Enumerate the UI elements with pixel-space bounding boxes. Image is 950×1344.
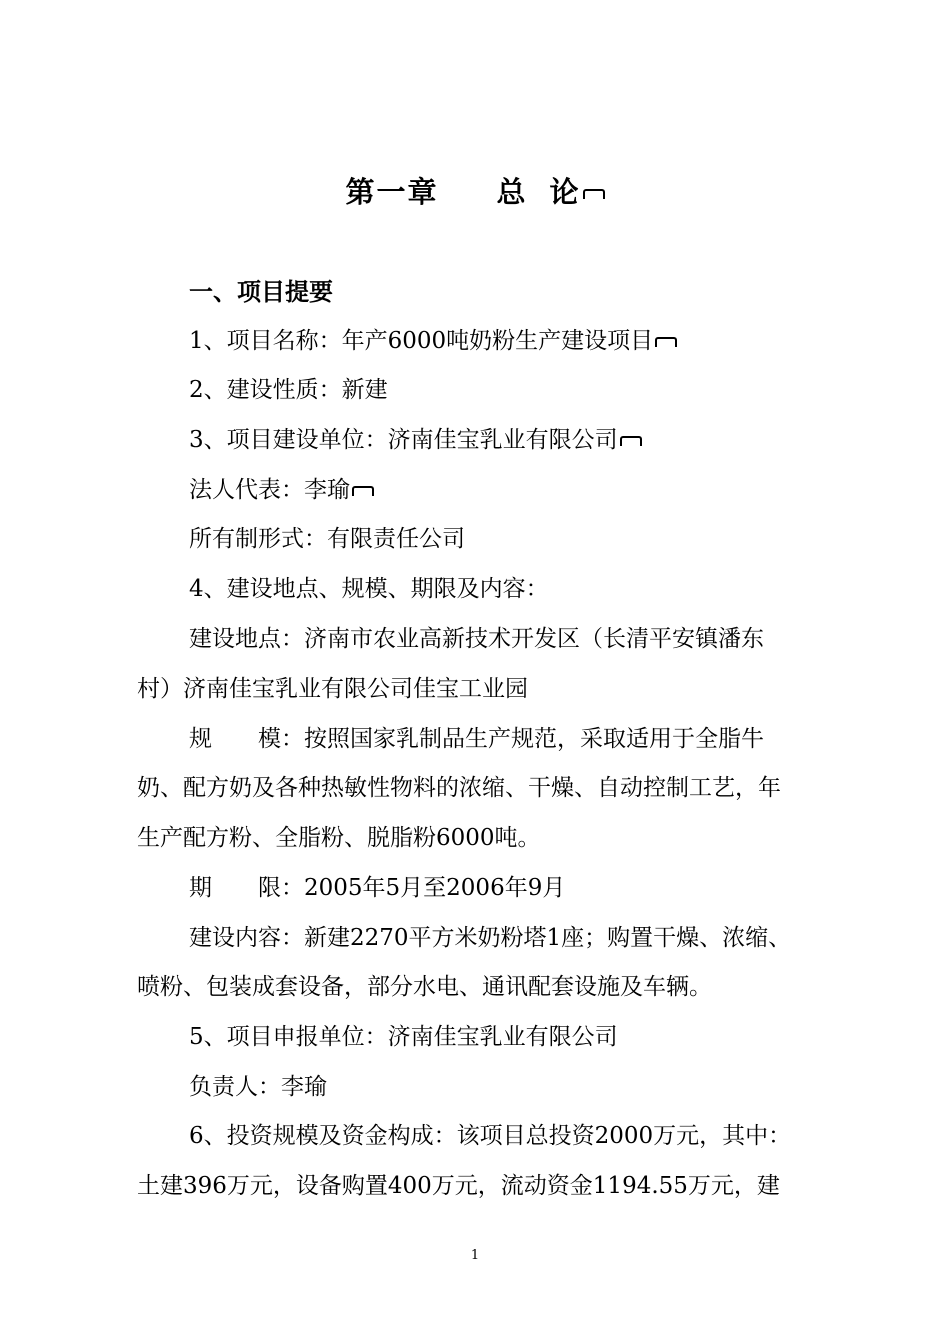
text-line: 喷粉、包装成套设备，部分水电、通讯配套设施及车辆。 bbox=[137, 974, 712, 1000]
text-line: 土建396万元，设备购置400万元，流动资金1194.55万元，建 bbox=[137, 1173, 780, 1199]
section-heading: 一、项目提要 bbox=[189, 278, 333, 306]
text-line: 2、建设性质：新建 bbox=[189, 377, 388, 403]
text-line: 5、项目申报单位：济南佳宝乳业有限公司 bbox=[189, 1024, 618, 1050]
text-line: 所有制形式：有限责任公司 bbox=[189, 526, 465, 552]
chapter-number: 第一章 bbox=[345, 175, 439, 209]
text-line: 建设内容：新建2270平方米奶粉塔1座；购置干燥、浓缩、 bbox=[189, 925, 792, 951]
text-line: 3、项目建设单位：济南佳宝乳业有限公司 bbox=[189, 423, 642, 457]
text-line: 建设地点：济南市农业高新技术开发区（长清平安镇潘东 bbox=[189, 626, 764, 652]
text-line: 奶、配方奶及各种热敏性物料的浓缩、干燥、自动控制工艺，年 bbox=[137, 775, 781, 801]
text-line: 6、投资规模及资金构成：该项目总投资2000万元，其中： bbox=[189, 1123, 792, 1149]
text-line: 生产配方粉、全脂粉、脱脂粉6000吨。 bbox=[137, 825, 541, 851]
text-line: 1、项目名称：年产6000吨奶粉生产建设项目 bbox=[189, 324, 677, 358]
text-line: 村）济南佳宝乳业有限公司佳宝工业园 bbox=[137, 676, 528, 702]
text-line: 期 限：2005年5月至2006年9月 bbox=[189, 875, 566, 901]
text-line: 法人代表：李瑜 bbox=[189, 473, 374, 507]
paragraph-mark-icon bbox=[583, 189, 605, 199]
page-number: 1 bbox=[470, 1248, 480, 1263]
chapter-word-1: 总 bbox=[496, 175, 528, 209]
paragraph-mark-icon bbox=[620, 436, 642, 446]
paragraph-mark-icon bbox=[352, 486, 374, 496]
text-line: 规 模：按照国家乳制品生产规范，采取适用于全脂牛 bbox=[189, 726, 764, 752]
text-line: 负责人：李瑜 bbox=[189, 1074, 327, 1100]
text-line: 4、建设地点、规模、期限及内容： bbox=[189, 576, 549, 602]
paragraph-mark-icon bbox=[655, 337, 677, 347]
chapter-word-2: 论 bbox=[549, 175, 581, 209]
chapter-title bbox=[0, 170, 950, 211]
